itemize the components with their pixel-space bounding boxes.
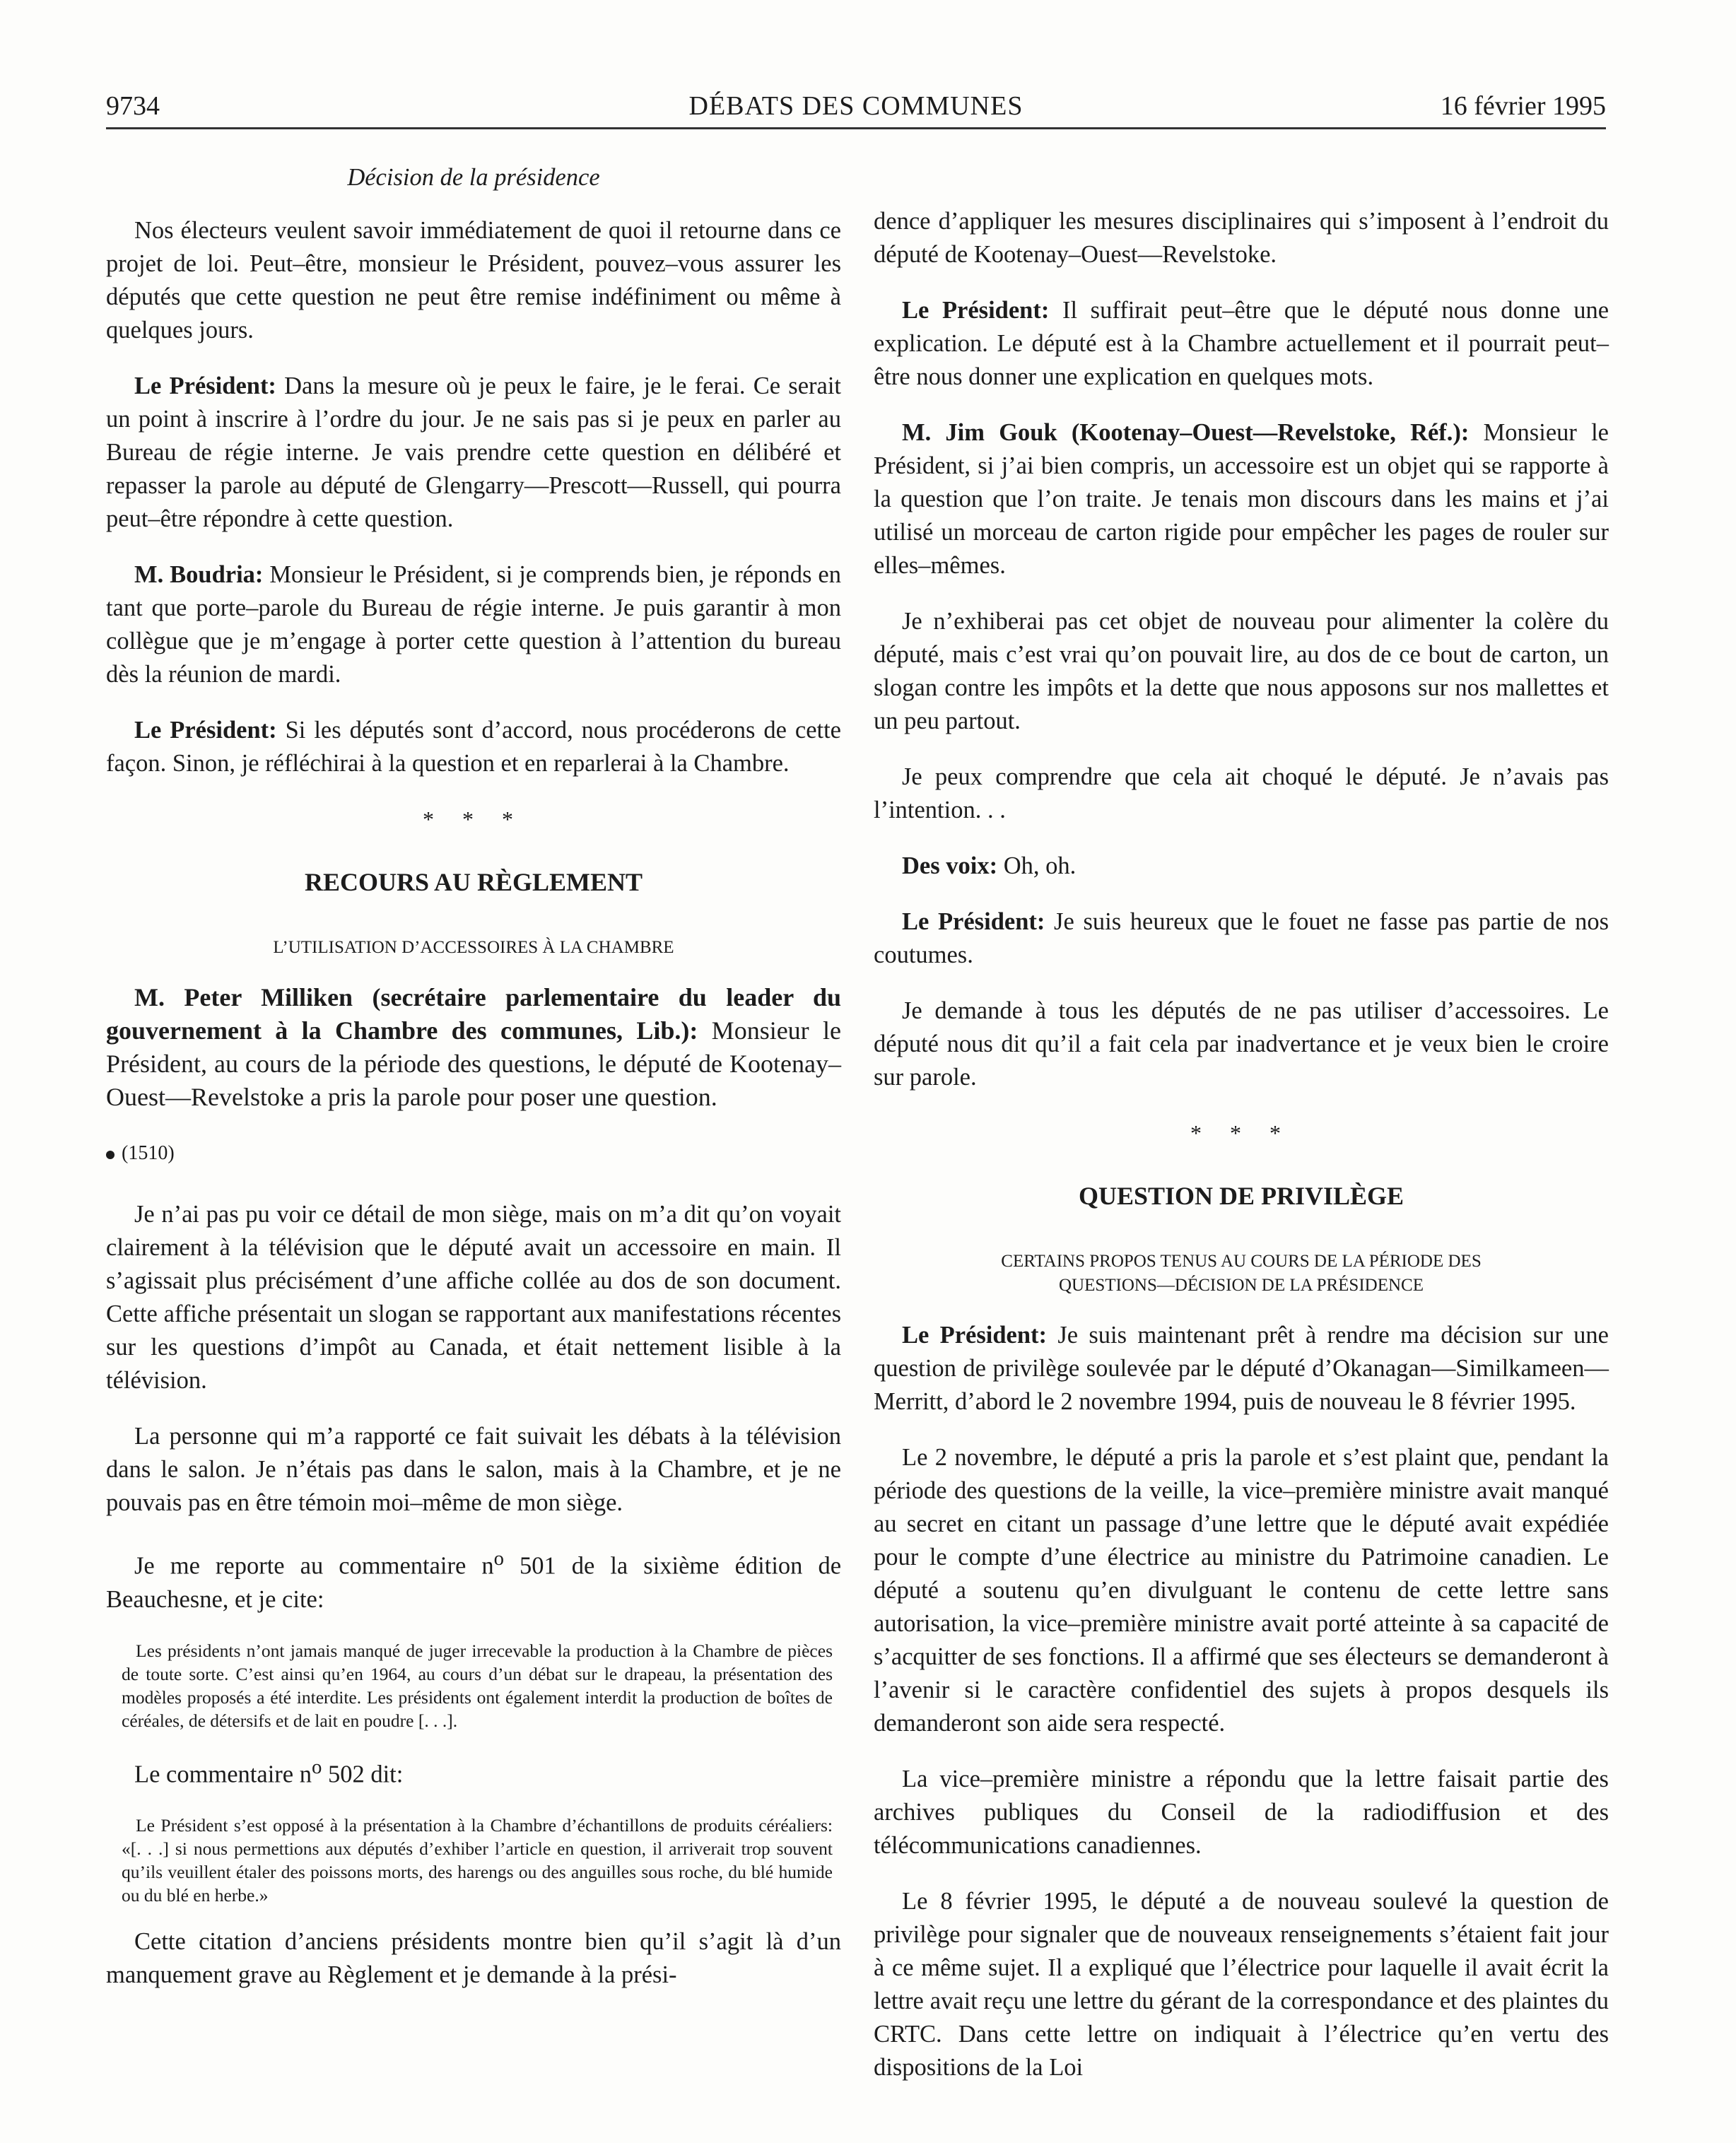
paragraph bbox=[874, 294, 1609, 394]
section-title: RECOURS AU RÈGLEMENT bbox=[304, 868, 643, 896]
paragraph: Je n’ai pas pu voir ce détail de mon siège, mais on m’a dit qu’on voyait clairement à la télévision que le député avait un accessoire en main. Il s’agissait plus précisément d’une affiche collée au dos de son document. Cette affiche présentait un slogan se rapportant aux manifestations récentes sur les questions d’impôt au Canada, et était nettement lisible à la télévision. bbox=[106, 1201, 841, 1394]
paragraph: Le commentaire $n^o$ 502 dit: bbox=[134, 1755, 404, 1787]
left-column bbox=[106, 161, 841, 2014]
section-title: QUESTION DE PRIVILÈGE bbox=[1078, 1182, 1404, 1210]
speaker-name: M. Jim Gouk (Kootenay–Ouest—Revelstoke, Réf.): bbox=[902, 419, 1470, 446]
speaker-name: Le Président: bbox=[902, 908, 1045, 935]
block-quote: Les présidents n’ont jamais manqué de juger irrecevable la production à la Chambre de pièces de toute sorte. C’est ainsi qu’en 1964, au cours d’un débat sur le drapeau, la présentation des modèles proposés a été interdite. Les présidents ont également interdit la production de boîtes de céréales, de détersifs et de lait en poudre [. . .]. bbox=[122, 1640, 833, 1731]
speech-text: Monsieur le Président, si je comprends bien, je réponds en tant que porte–parole du Bureau de régie interne. Je puis garantir à mon collègue que je m’engage à porter cette question à l’attention du bureau dès la réunion de mardi. bbox=[106, 561, 841, 688]
page-number: 9734 bbox=[106, 91, 160, 121]
speaker-name: Le Président: bbox=[134, 372, 276, 399]
paragraph: Je me reporte au commentaire $n^o$ 501 de la sixième édition de Beauchesne, et je cite: bbox=[106, 1547, 842, 1613]
right-column bbox=[874, 205, 1609, 2107]
bullet-icon bbox=[106, 1151, 115, 1159]
sub-title: CERTAINS PROPOS TENUS AU COURS DE LA PÉRIODE DES QUESTIONS—DÉCISION DE LA PRÉSIDENCE bbox=[1001, 1252, 1482, 1295]
decision-heading: Décision de la présidence bbox=[347, 164, 600, 191]
paragraph bbox=[874, 905, 1609, 972]
paragraph: Le 2 novembre, le député a pris la parole et s’est plaint que, pendant la période des questions de la veille, la vice–première ministre avait manqué au secret en citant un passage d’une lettre que le député avait expédiée pour le compte d’une électrice au ministre du Patrimoine canadien. Le député a soutenu qu’en divulguant le contenu de cette lettre sans autorisation, la vice–première ministre avait porté atteinte à sa capacité de s’acquitter de ses fonctions. Il a affirmé que ses électeurs se demanderont à l’avenir si le caractère confidentiel des sujets à propos desquels ils demanderont son aide sera respecté. bbox=[874, 1444, 1609, 1737]
time-marker: (1510) bbox=[106, 1137, 841, 1170]
paragraph bbox=[874, 850, 1609, 883]
paragraph bbox=[106, 558, 841, 691]
paragraph: La vice–première ministre a répondu que la lettre faisait partie des archives publiques du Conseil de la radiodiffusion et des télécommunications canadiennes. bbox=[874, 1766, 1609, 1859]
paragraph: Cette citation d’anciens présidents montre bien qu’il s’agit là d’un manquement grave au Règlement et je demande à la prési- bbox=[106, 1928, 841, 1988]
speaker-name: Le Président: bbox=[902, 297, 1050, 324]
paragraph: Je peux comprendre que cela ait choqué le député. Je n’avais pas l’intention. . . bbox=[874, 763, 1609, 823]
page-header bbox=[106, 85, 1606, 127]
speech-text: Je suis heureux que le fouet ne fasse pas partie de nos coutumes. bbox=[874, 908, 1609, 968]
publication-date: 16 février 1995 bbox=[1440, 91, 1606, 121]
speech-text: Monsieur le Président, si j’ai bien compris, un accessoire est un objet qui se rapporte à la question que l’on traite. Je tenais mon discours dans les mains et j’ai utilisé un morceau de carton rigide pour empêcher les pages de rouler sur elles–mêmes. bbox=[874, 419, 1609, 579]
paragraph bbox=[106, 714, 841, 780]
paragraph: Le 8 février 1995, le député a de nouveau soulevé la question de privilège pour signaler que de nouveaux renseignements s’étaient fait jour à ce même sujet. Il a expliqué que l’électrice pour laquelle il avait écrit la lettre avait reçu une lettre du gérant de la correspondance et des plaintes du CRTC. Dans cette lettre on indiquait à l’électrice qu’en vertu des dispositions de la Loi bbox=[874, 1888, 1609, 2081]
speech-text: Il suffirait peut–être que le député nous donne une explication. Le député est à la Chambre actuellement et il pourrait peut–être nous donner une explication en quelques mots. bbox=[874, 297, 1609, 390]
paragraph: Je demande à tous les députés de ne pas utiliser d’accessoires. Le député nous dit qu’il a fait cela par inadvertance et je veux bien le croire sur parole. bbox=[874, 997, 1609, 1091]
paragraph: dence d’appliquer les mesures disciplinaires qui s’imposent à l’endroit du député de Kootenay–Ouest—Revelstoke. bbox=[874, 208, 1609, 268]
speaker-name: M. Boudria: bbox=[134, 561, 264, 588]
paragraph: Je n’exhiberai pas cet objet de nouveau pour alimenter la colère du député, mais c’est vrai qu’on pouvait lire, au dos de ce bout de carton, un slogan contre les impôts et la dette que nous apposons sur nos mallettes et un peu partout. bbox=[874, 608, 1609, 734]
section-separator: * * * bbox=[423, 806, 524, 832]
speaker-name: Le Président: bbox=[134, 717, 277, 744]
paragraph bbox=[874, 1319, 1609, 1419]
speech-text: Je suis maintenant prêt à rendre ma décision sur une question de privilège soulevée par le député d’Okanagan—Similkameen—Merritt, d’abord le 2 novembre 1994, puis de nouveau le 8 février 1995. bbox=[874, 1322, 1609, 1415]
section-separator: * * * bbox=[1190, 1120, 1292, 1146]
speaker-name: M. Peter Milliken (secrétaire parlementaire du leader du gouvernement à la Chambre des communes, Lib.): bbox=[106, 983, 841, 1045]
speech-text: Si les députés sont d’accord, nous procéderons de cette façon. Sinon, je réfléchirai à la question et en reparlerai à la Chambre. bbox=[106, 717, 841, 777]
block-quote: Le Président s’est opposé à la présentation à la Chambre d’échantillons de produits céréaliers: «[. . .] si nous permettions aux députés d’exhiber l’article en question, il arriverait trop souvent qu’ils veuillent étaler des poissons morts, des harengs ou des anguilles sous roche, du blé humide ou du blé en herbe.» bbox=[122, 1815, 833, 1906]
speech-text: Dans la mesure où je peux le faire, je le ferai. Ce serait un point à inscrire à l’ordre du jour. Je ne sais pas si je peux en parler au Bureau de régie interne. Je vais prendre cette question en délibéré et repasser la parole au député de Glengarry—Prescott—Russell, qui pourra peut–être répondre à cette question. bbox=[106, 372, 841, 532]
header-rule bbox=[106, 127, 1606, 129]
speaker-name: Le Président: bbox=[902, 1322, 1048, 1349]
paragraph bbox=[106, 370, 841, 536]
speech-text: Oh, oh. bbox=[997, 852, 1077, 879]
paragraph bbox=[106, 981, 841, 1114]
paragraph: Nos électeurs veulent savoir immédiatement de quoi il retourne dans ce projet de loi. Peut–être, monsieur le Président, pouvez–vous assurer les députés que cette question ne peut être remise indéfiniment ou même à quelques jours. bbox=[106, 217, 841, 344]
speaker-name: Des voix: bbox=[902, 852, 998, 879]
publication-title: DÉBATS DES COMMUNES bbox=[688, 91, 1024, 121]
speech-text: Monsieur le Président, au cours de la période des questions, le député de Kootenay–Ouest—Revelstoke a pris la parole pour poser une question. bbox=[106, 1016, 841, 1111]
sub-title: L’UTILISATION D’ACCESSOIRES À LA CHAMBRE bbox=[273, 938, 674, 957]
paragraph: La personne qui m’a rapporté ce fait suivait les débats à la télévision dans le salon. Je n’étais pas dans le salon, mais à la Chambre, et je ne pouvais pas en être témoin moi–même de mon siège. bbox=[106, 1423, 841, 1516]
paragraph bbox=[874, 416, 1609, 582]
